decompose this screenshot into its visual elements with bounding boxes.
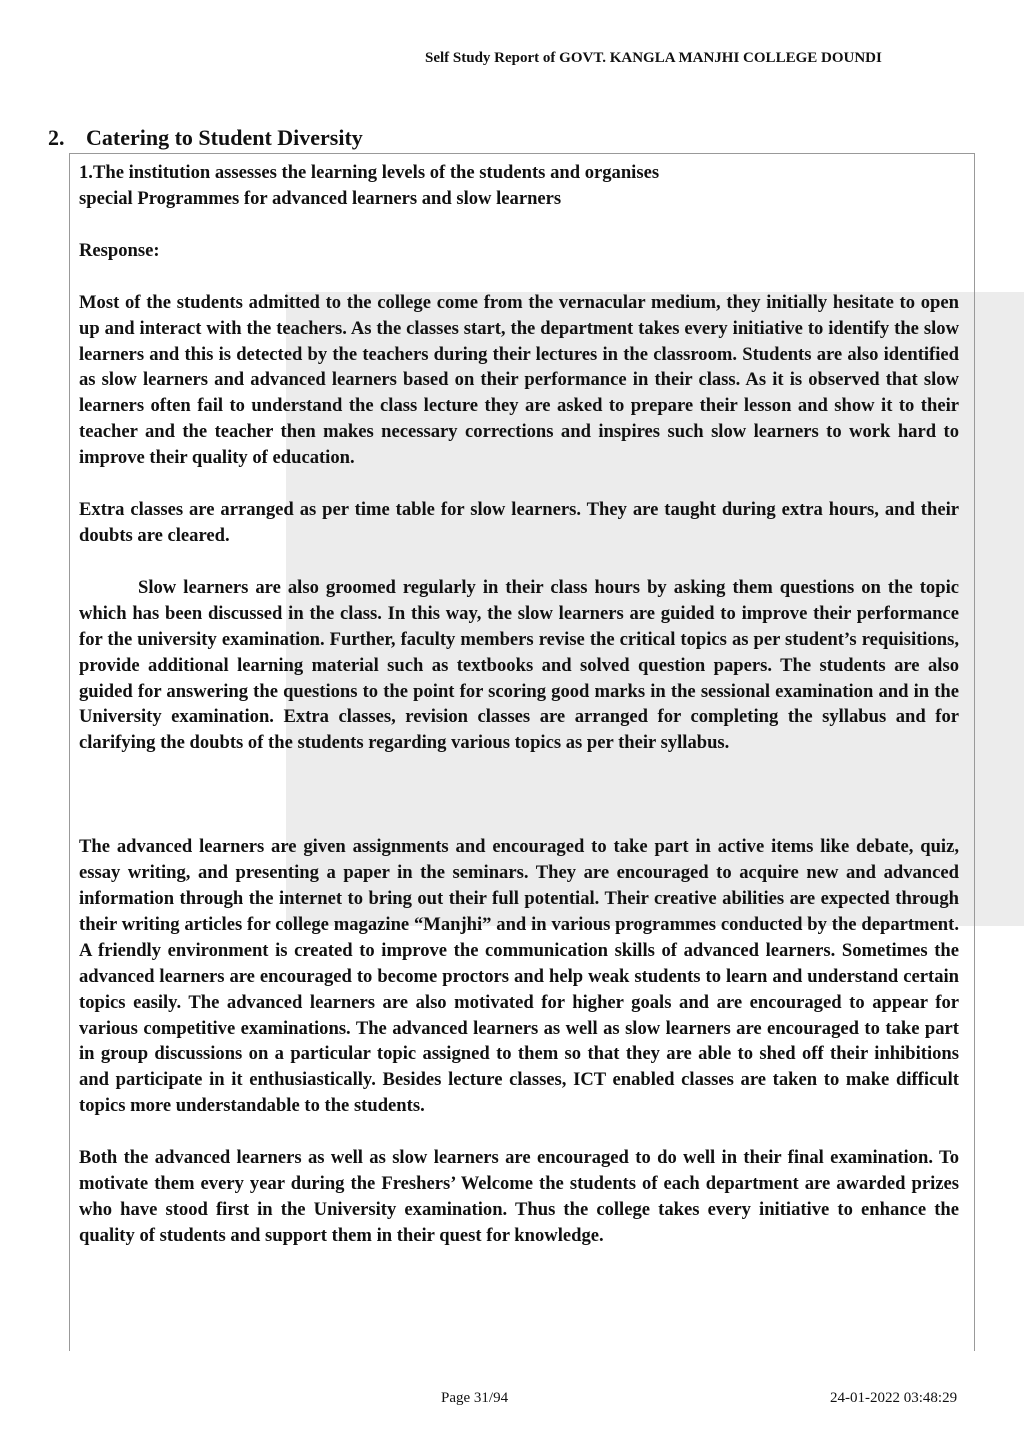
spacer	[79, 1119, 959, 1145]
response-paragraph-1: Most of the students admitted to the college come from the vernacular medium, they initially hesitate to open up and interact with the teachers. As the classes start, the department takes every initiative to identify the slow learners and this is detected by the teachers during their lectures in the classroom. Students are also identified as slow learners and advanced learners based on their performance in their class. As it is observed that slow learners often fail to understand the class lecture they are asked to prepare their lesson and show it to their teacher and the teacher then makes necessary corrections and inspires such slow learners to work hard to improve their quality of education.	[79, 291, 959, 469]
spacer	[79, 756, 959, 834]
section-title: Catering to Student Diversity	[86, 125, 363, 150]
response-paragraph-3: Slow learners are also groomed regularly in their class hours by asking them questions on the topic which has been discussed in the class. In this way, the slow learners are guided to improve their performance for the university examination. Further, faculty members revise the critical topics as per student’s requisitions, provide additional learning material such as textbooks and solved question papers. The students are also guided for answering the questions to the point for scoring good marks in the sessional examination and in the University examination. Extra classes, revision classes are arranged for completing the syllabus and for clarifying the doubts of the students regarding various topics as per their syllabus.	[79, 576, 959, 754]
metric-question-line-2: special Programmes for advanced learners and slow learners	[79, 187, 562, 209]
response-paragraph-5: Both the advanced learners as well as slow learners are encouraged to do well in their final examination. To motivate them every year during the Freshers’ Welcome the students of each department are awarded prizes who have stood first in the University examination. Thus the college takes every initiative to enhance the quality of students and support them in their quest for knowledge.	[79, 1147, 959, 1246]
spacer	[79, 264, 959, 290]
metric-content	[79, 160, 959, 1249]
page-number: Page 31/94	[441, 1390, 509, 1406]
footer-timestamp: 24-01-2022 03:48:29	[830, 1390, 958, 1406]
response-paragraph-4: The advanced learners are given assignments and encouraged to take part in active items like debate, quiz, essay writing, and presenting a paper in the seminars. They are encouraged to acquire new and advanced information through the internet to bring out their full potential. Their creative abilities are expected through their writing articles for college magazine “Manjhi” and in various programmes conducted by the department. A friendly environment is created to improve the communication skills of advanced learners. Sometimes the advanced learners are encouraged to become proctors and help weak students to learn and understand certain topics easily. The advanced learners are also motivated for higher goals and are encouraged to appear for various competitive examinations. The advanced learners as well as slow learners are encouraged to take part in group discussions on a particular topic assigned to them so that they are able to shed off their inhibitions and participate in it enthusiastically. Besides lecture classes, ICT enabled classes are taken to make difficult topics more understandable to the students.	[79, 836, 959, 1117]
spacer	[79, 212, 959, 238]
section-number: 2.	[48, 125, 65, 150]
response-label: Response:	[79, 239, 160, 261]
spacer	[79, 549, 959, 575]
response-paragraph-2: Extra classes are arranged as per time table for slow learners. They are taught during extra hours, and their doubts are cleared.	[79, 499, 959, 546]
metric-question-line-1: 1.The institution assesses the learning levels of the students and organises	[79, 162, 660, 183]
section-heading	[48, 125, 363, 151]
report-header: Self Study Report of GOVT. KANGLA MANJHI COLLEGE DOUNDI	[425, 50, 882, 66]
spacer	[79, 471, 959, 497]
